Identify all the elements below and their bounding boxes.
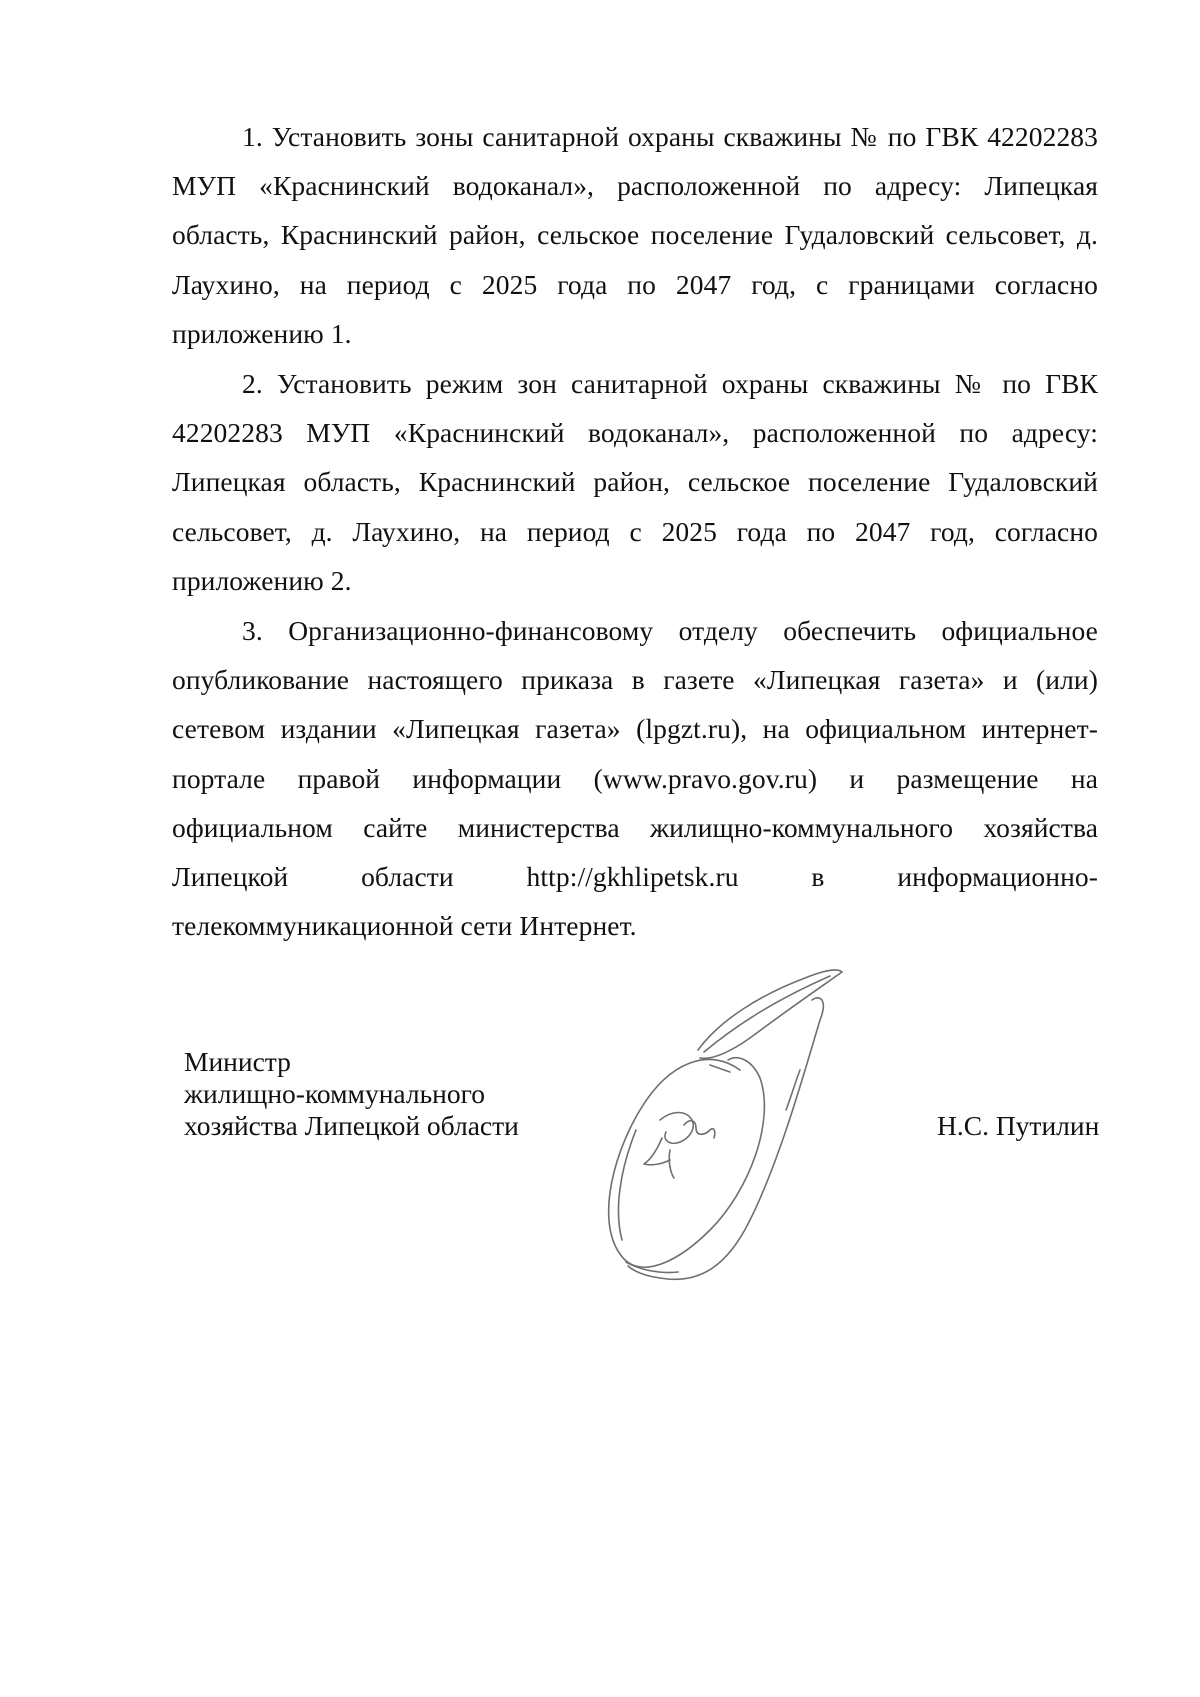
signer-title-line-2: жилищно-коммунального <box>184 1078 485 1109</box>
paragraph-3: 3. Организационно-финансовому отделу обеспечить официальное опубликование настоящего приказа в газете «Липецкая газета» и (или) сетевом издании «Липецкая газета» (lpgzt.ru), на официальном интернет-портале правой информации (www.pravo.gov.ru) и размещение на официальном сайте министерства жилищно-коммунального хозяйства Липецкой области http://gkhlipetsk.ru в информационно-телекоммуникационной сети Интернет. <box>172 615 1098 942</box>
paragraph-2: 2. Установить режим зон санитарной охраны скважины № по ГВК 42202283 МУП «Краснинский водоканал», расположенной по адресу: Липецкая область, Краснинский район, сельское поселение Гудаловский сельсовет, д. Лаухино, на период с 2025 года по 2047 год, согласно приложению 2. <box>172 368 1098 596</box>
signature-block <box>184 1046 519 1142</box>
paragraph-1: 1. Установить зоны санитарной охраны скважины № по ГВК 42202283 МУП «Краснинский водоканал», расположенной по адресу: Липецкая область, Краснинский район, сельское поселение Гудаловский сельсовет, д. Лаухино, на период с 2025 года по 2047 год, с границами согласно приложению 1. <box>172 121 1098 349</box>
signer-name: Н.С. Путилин <box>937 1110 1100 1141</box>
handwritten-signature <box>600 960 890 1290</box>
signer-title-line-3: хозяйства Липецкой области <box>184 1110 519 1141</box>
order-body <box>172 112 1098 951</box>
signer-title-line-1: Министр <box>184 1046 291 1077</box>
